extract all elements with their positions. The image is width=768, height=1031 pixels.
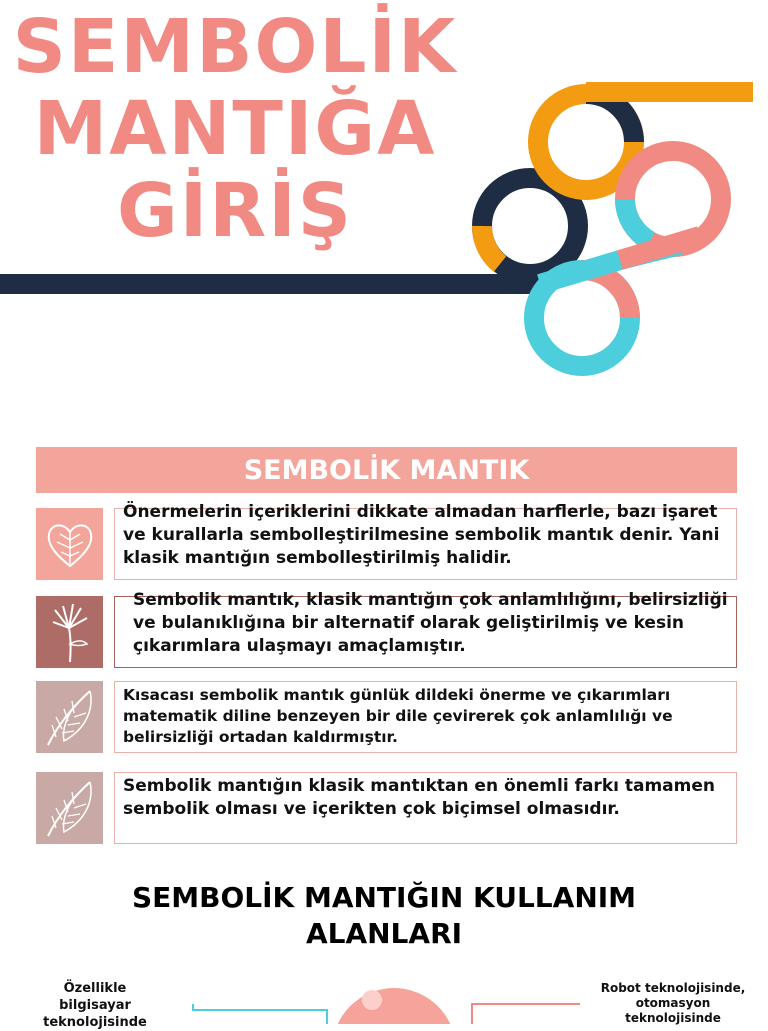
info-textbox bbox=[114, 772, 737, 844]
usage-title: SEMBOLİK MANTIĞIN KULLANIM ALANLARI bbox=[131, 881, 637, 950]
info-row bbox=[36, 772, 737, 844]
decorative-loops-graphic bbox=[0, 75, 768, 385]
info-row bbox=[36, 681, 737, 753]
usage-note-right: Robot teknolojisinde, otomasyon teknolojisinde bbox=[600, 981, 746, 1025]
section-header: SEMBOLİK MANTIK bbox=[36, 447, 737, 493]
info-text: Kısacası sembolik mantık günlük dildeki önerme ve çıkarımları matematik diline benzeyen bir dile çevirerek çok anlamlılığı ve belirsizliği ortadan kaldırmıştır. bbox=[123, 686, 673, 746]
heart-leaf-icon bbox=[36, 508, 103, 580]
info-row bbox=[36, 590, 737, 668]
usage-note-left: Özellikle bilgisayar teknolojisinde bbox=[43, 981, 147, 1030]
info-text: Sembolik mantık, klasik mantığın çok anlamlılığını, belirsizliği ve bulanıklığına bir alternatif olarak geliştirilmiş ve kesin çıkarımlara ulaşmayı amaçlamıştır. bbox=[133, 590, 728, 656]
feather-icon bbox=[36, 772, 103, 844]
flower-icon bbox=[36, 596, 103, 668]
title-line-3: GİRİŞ bbox=[116, 168, 354, 254]
info-row bbox=[36, 502, 737, 580]
feather-icon bbox=[36, 681, 103, 753]
info-text: Sembolik mantığın klasik mantıktan en önemli farkı tamamen sembolik olması ve içerikten çok biçimsel olmasıdır. bbox=[123, 776, 715, 819]
title-line-1: SEMBOLİK bbox=[12, 4, 458, 90]
info-text: Önermelerin içeriklerini dikkate almadan harflerle, bazı işaret ve kurallarla sembolleştirilmesine sembolik mantık denir. Yani klasik mantığın sembolleştirilmiş halidir. bbox=[123, 502, 720, 568]
info-textbox bbox=[114, 502, 737, 580]
info-textbox bbox=[114, 590, 737, 668]
title-line-2: MANTIĞA bbox=[33, 86, 437, 172]
info-textbox bbox=[114, 681, 737, 753]
